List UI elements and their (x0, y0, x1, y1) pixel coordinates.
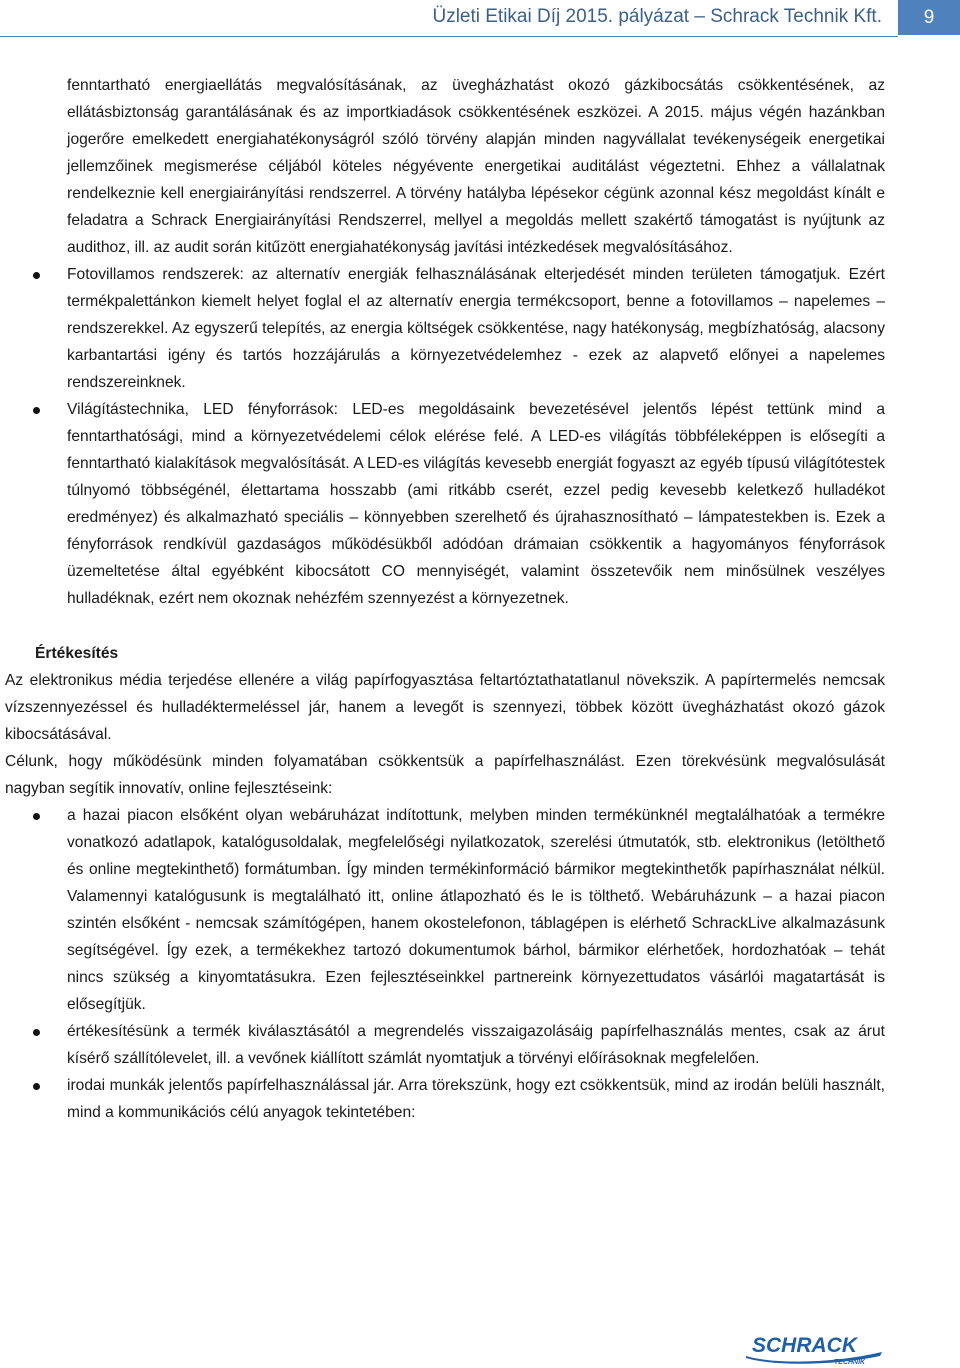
list-item-text: Világítástechnika, LED fényforrások: LED-es megoldásaink bevezetésével jelentős lépést tettünk mind a fenntarthatósági, mind a környezetvédelemi célok elérése felé. A LED-es világítás többféleképpen is elősegíti a fenntartható kialakítások megvalósítását. A LED-es világítás kevesebb energiát fogyaszt az egyéb típusú világítótestek túlnyomó többségénél, élettartama hosszabb (ami ritkább cserét, ezzel pedig kevesebb keletkező hulladékot eredményez) és alkalmazható speciális – könnyebben szerelhető és újrahasznosítható – lámpatestekben is. Ezek a fényforrások rendkívül gazdaságos működésükből adódóan drámaian csökkentik a hagyományos fényforrások üzemeltetése által egyébként kibocsátott CO mennyiségét, valamint összetevőik nem minősülnek veszélyes hulladéknak, ezért nem okoznak nehézfém szennyezést a környezetnek. (67, 401, 885, 607)
list-item (0, 1072, 960, 1126)
list-item-text: Fotovillamos rendszerek: az alternatív energiák felhasználásának elterjedését minden területen támogatjuk. Ezért termékpalettánkon kiemelt helyet foglal el az alternatív energia termékcsoport, benne a fotovillamos – napelemes – rendszerekkel. Az egyszerű telepítés, az energia költségek csökkentése, nagy hatékonyság, megbízhatóság, alacsony karbantartási igény és tartós hozzájárulás a környezetvédelemhez - ezek az alapvető előnyei a napelemes rendszereinknek. (67, 266, 885, 391)
list-item (0, 396, 960, 612)
intro-paragraph: fenntartható energiaellátás megvalósításának, az üvegházhatást okozó gázkibocsátás csökkentésének, az ellátásbiztonság garantálásának és az importkiadások csökkentésének eszközei. A 2015. május végén hazánkban jogerőre emelkedett energiahatékonyságról szóló törvény alapján minden nagyvállalat tevékenységeik energetikai jellemzőinek megismerése céljából köteles négyévente energetikai auditálást végeztetni. Ehhez a vállalatnak rendelkeznie kell energiairányítási rendszerrel. A törvény hatályba lépésekor cégünk azonnal kész megoldást kínált e feladatra a Schrack Energiairányítási Rendszerrel, mellyel a megoldás mellett szakértő támogatást is nyújtunk az audithoz, ill. az audit során kitűzött energiahatékonyság javítási intézkedések megvalósításához. (67, 77, 885, 256)
list-item (0, 1018, 960, 1072)
section-spacer (0, 612, 960, 640)
page-header (0, 0, 960, 40)
section-paragraph: Célunk, hogy működésünk minden folyamatában csökkentsük a papírfelhasználást. Ezen törekvésünk megvalósulását nagyban segítik innovatív, online fejlesztéseink: (5, 753, 885, 797)
list-item (0, 261, 960, 396)
bullet-icon (33, 272, 40, 279)
sales-bullet-list (0, 802, 960, 1126)
energy-bullet-list (0, 261, 960, 612)
section-paragraph: Az elektronikus média terjedése ellenére a világ papírfogyasztása feltartóztathatatlanul növekszik. A papírtermelés nemcsak vízszennyezéssel és hulladéktermeléssel jár, hanem a levegőt is szennyezi, többek között üvegházhatást okozó gázok kibocsátásával. (5, 672, 885, 743)
page-content (0, 72, 960, 1126)
header-divider (0, 36, 898, 37)
schrack-logo (742, 1330, 887, 1366)
page-number: 9 (898, 0, 960, 35)
list-item-text: értékesítésünk a termék kiválasztásától a megrendelés visszaigazolásáig papírfelhasználás mentes, csak az árut kísérő szállítólevelet, ill. a vevőnek kiállított számlát nyomtatjuk a törvényi előírásoknak megfelelően. (67, 1023, 885, 1067)
bullet-icon (33, 1029, 40, 1036)
logo-wordmark: SCHRACK (752, 1334, 857, 1357)
bullet-icon (33, 407, 40, 414)
logo-subtext: TECHNIK (834, 1359, 866, 1366)
section-heading: Értékesítés (35, 645, 119, 662)
bullet-icon (33, 1083, 40, 1090)
list-item (0, 802, 960, 1018)
list-item-text: a hazai piacon elsőként olyan webáruházat indítottunk, melyben minden termékünknél megtalálhatóak a termékre vonatkozó adatlapok, katalógusoldalak, megfelelőségi nyilatkozatok, szerelési útmutatók, stb. elektronikus (letölthető és online megtekinthető) formátumban. Így minden termékinformáció bármikor megtekinthetők papírhasználat nélkül. Valamennyi katalógusunk is megtalálható itt, online átlapozható és le is tölthető. Webáruházunk – a hazai piacon szintén elsőként - nemcsak számítógépen, hanem okostelefonon, táblagépen is elérhető SchrackLive alkalmazásunk segítségével. Így ezek, a termékekhez tartozó dokumentumok bárhol, bármikor elérhetőek, hordozhatóak – tehát nincs szükség a kinyomtatásukra. Ezen fejlesztéseinkkel partnereink környezettudatos vásárlói magatartását is elősegítjük. (67, 807, 885, 1013)
document-title: Üzleti Etikai Díj 2015. pályázat – Schrack Technik Kft. (432, 6, 882, 27)
bullet-icon (33, 813, 40, 820)
list-item-text: irodai munkák jelentős papírfelhasználással jár. Arra törekszünk, hogy ezt csökkentsük, mind az irodán belüli használt, mind a kommunikációs célú anyagok tekintetében: (67, 1077, 885, 1121)
